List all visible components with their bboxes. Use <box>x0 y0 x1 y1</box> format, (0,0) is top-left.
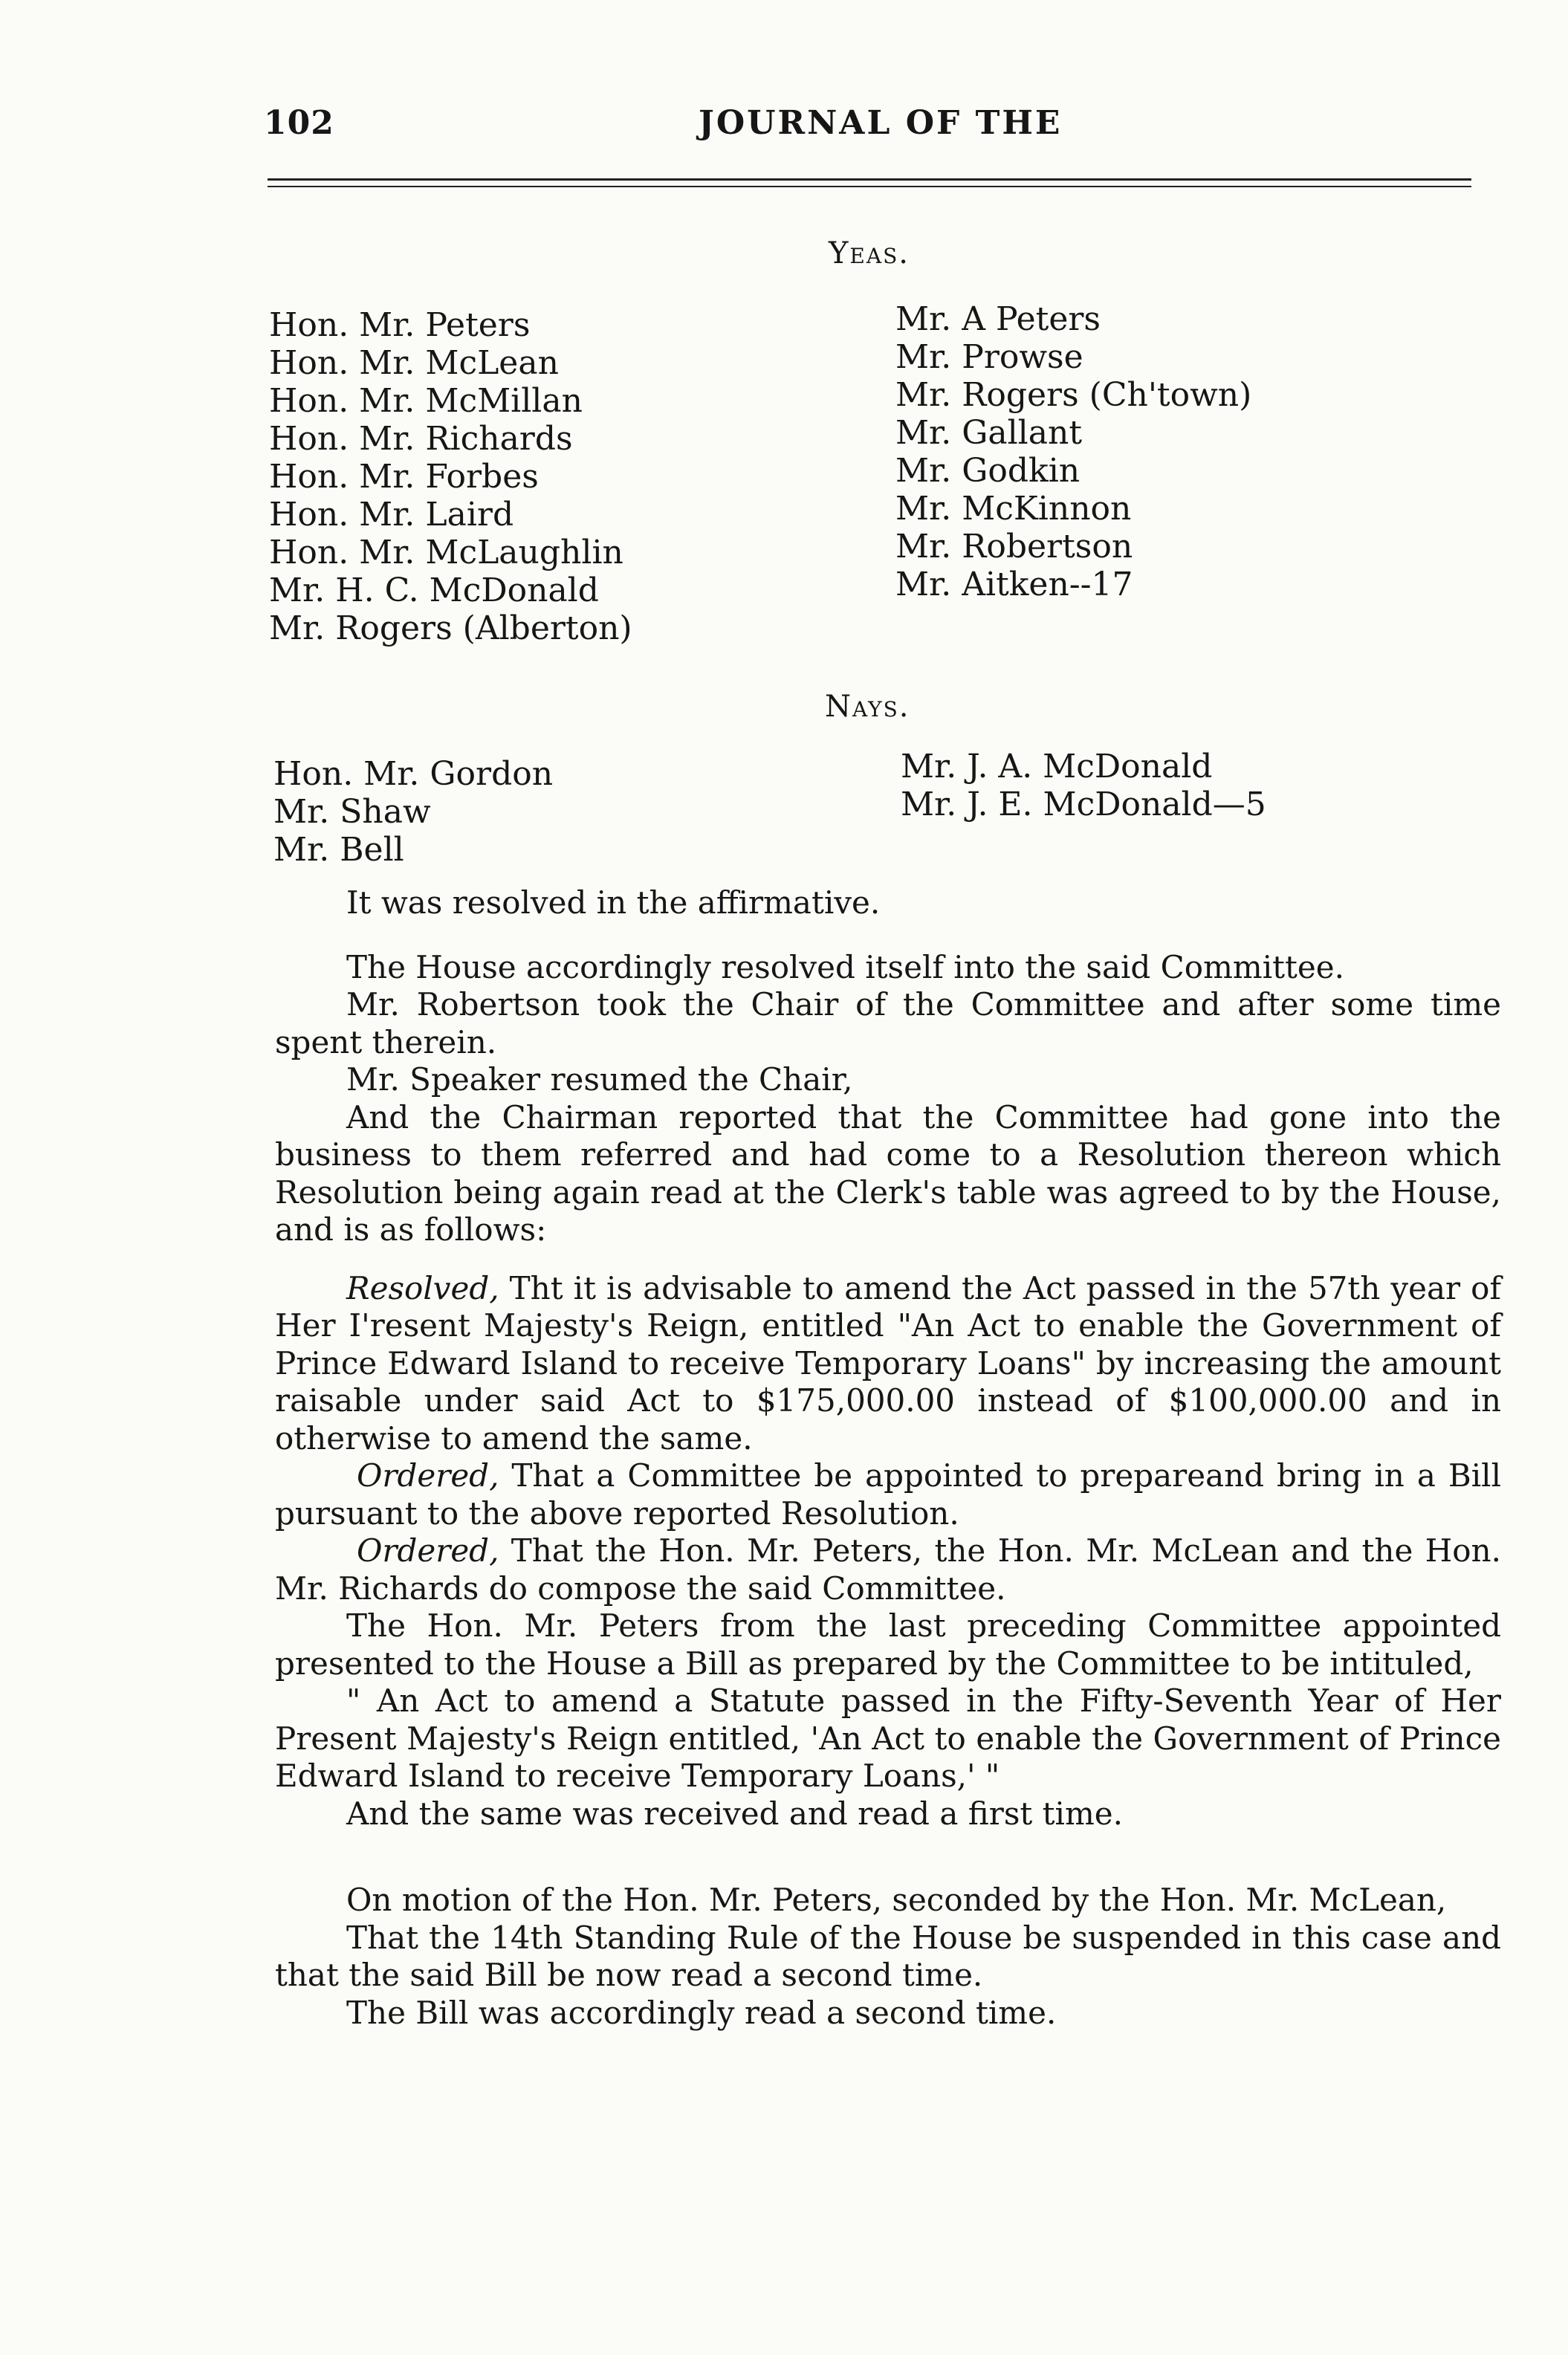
paragraph: It was resolved in the affirmative. <box>346 884 881 921</box>
header-rule-bottom <box>268 186 1471 187</box>
yeas-member: Hon. Mr. McMillan <box>269 382 583 420</box>
resolution-paragraph <box>275 1270 1501 1458</box>
yeas-member: Hon. Mr. Forbes <box>269 458 539 496</box>
nays-member: Hon. Mr. Gordon <box>273 755 554 793</box>
yeas-member: Hon. Mr. Peters <box>269 306 531 344</box>
nays-member: Mr. Bell <box>273 831 404 869</box>
yeas-member: Mr. Godkin <box>895 452 1081 490</box>
header-rule-top <box>268 178 1471 181</box>
yeas-member: Mr. A Peters <box>895 300 1101 338</box>
ordered-lead: Ordered, <box>357 1457 499 1494</box>
proceedings-text <box>275 884 1501 2032</box>
paragraph: And the Chairman reported that the Committee had gone into the business to them referred and had come to a Resolution thereon which Resolution being again read at the Clerk's table was agreed to by the House, and is as follows: <box>275 1098 1501 1248</box>
journal-title: JOURNAL OF THE <box>699 104 1063 142</box>
nays-left-column <box>273 755 553 869</box>
yeas-member: Hon. Mr. Laird <box>269 496 514 534</box>
yeas-member: Mr. Rogers (Ch'town) <box>895 376 1252 414</box>
nays-heading: Nays. <box>825 690 910 724</box>
yeas-member: Hon. Mr. McLaughlin <box>269 534 623 571</box>
motion-paragraph: On motion of the Hon. Mr. Peters, seconded by the Hon. Mr. McLean, <box>346 1882 1447 1918</box>
yeas-member: Hon. Mr. McLean <box>269 344 559 382</box>
order-paragraph <box>275 1532 1501 1607</box>
paragraph: Mr. Speaker resumed the Chair, <box>346 1061 853 1098</box>
yeas-right-column <box>895 300 1251 603</box>
resolution-text: Tht it is advisable to amend the Act passed in the 57th year of Her I'resent Majesty's Reign, entitled "An Act to enable the Government of Prince Edward Island to receive Temporary Loans" by increasing the amount raisable under said Act to $175,000.00 instead of $100,000.00 and in otherwise to amend the same. <box>275 1269 1501 1457</box>
yeas-heading: Yeas. <box>829 236 910 271</box>
order-text: That a Committee be appointed to prepareand bring in a Bill pursuant to the above reported Resolution. <box>275 1457 1501 1532</box>
yeas-member: Mr. Prowse <box>895 338 1083 376</box>
order-text: That the Hon. Mr. Peters, the Hon. Mr. McLean and the Hon. Mr. Richards do compose the said Committee. <box>275 1532 1501 1607</box>
nays-member: Mr. Shaw <box>273 793 431 831</box>
paragraph: Mr. Robertson took the Chair of the Committee and after some time spent therein. <box>275 986 1501 1060</box>
yeas-left-column <box>269 306 632 647</box>
nays-member: Mr. J. E. McDonald—5 <box>901 785 1266 823</box>
bill-title: " An Act to amend a Statute passed in the Fifty-Seventh Year of Her Present Majesty's Reign entitled, 'An Act to enable the Government of Prince Edward Island to receive Temporary Loans,' " <box>275 1682 1501 1794</box>
paragraph: And the same was received and read a first time. <box>346 1795 1123 1832</box>
yeas-member: Mr. Gallant <box>895 414 1083 452</box>
yeas-member: Hon. Mr. Richards <box>269 420 573 458</box>
ordered-lead: Ordered, <box>357 1532 499 1569</box>
paragraph: The Hon. Mr. Peters from the last preceding Committee appointed presented to the House a Bill as prepared by the Committee to be intituled, <box>275 1607 1501 1682</box>
nays-member: Mr. J. A. McDonald <box>901 748 1213 785</box>
yeas-member: Mr. Aitken--17 <box>895 566 1133 603</box>
nays-right-column <box>901 748 1266 823</box>
paragraph: That the 14th Standing Rule of the House be suspended in this case and that the said Bill be now read a second time. <box>275 1919 1501 1993</box>
resolved-lead: Resolved, <box>346 1269 499 1306</box>
page-number: 102 <box>264 104 334 142</box>
paragraph: The House accordingly resolved itself into the said Committee. <box>346 948 1344 985</box>
yeas-member: Mr. H. C. McDonald <box>269 571 599 609</box>
yeas-member: Mr. Rogers (Alberton) <box>269 609 632 647</box>
order-paragraph <box>275 1457 1501 1532</box>
paragraph: The Bill was accordingly read a second time. <box>346 1994 1057 2031</box>
yeas-member: Mr. Robertson <box>895 528 1133 566</box>
yeas-member: Mr. McKinnon <box>895 490 1132 528</box>
running-head <box>264 104 1475 149</box>
